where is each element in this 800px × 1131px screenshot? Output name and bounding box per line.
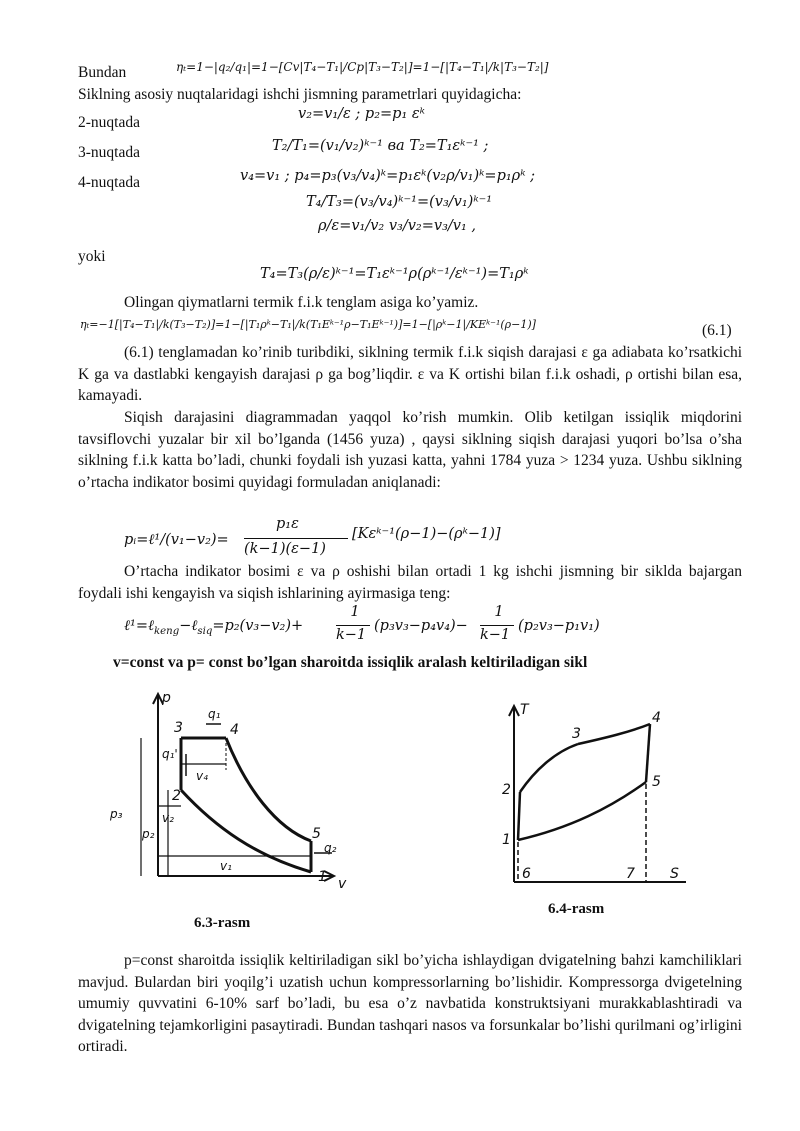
work-siq: siq [197, 625, 213, 637]
paragraph-p-const-drawbacks: p=const sharoitda issiqlik keltiriladigan sikl bo’yicha ishlaydigan dvigatelning bahzi kamchiliklari mavjud. Bulardan biri yoqilg’i uzatish uchun kompressorlarning bo’lishidir. Kompressorga dvigetelning umumiy quvvatini 6-10% sarf bo’ladi, bu esa o’z navbatida konstruktsiyani murakkablashtiradi va dvigatelning tejamkorligini pasaytiradi. Bundan tashqari nasos va forsunkalar bo’lishi qurilmani og’irligini ortiradi. [78, 952, 742, 1055]
work-frac1-bar [336, 625, 370, 626]
work-keng: keng [154, 625, 180, 637]
process-3-4 [578, 724, 650, 744]
work-frac2-den: k−1 [480, 627, 511, 643]
work-frac2-num: 1 [494, 604, 504, 620]
p2-label: p₂ [142, 827, 155, 841]
v1-label: v₁ [220, 859, 232, 873]
figure-6-4-caption: 6.4-rasm [548, 901, 605, 917]
figure-6-3-caption: 6.3-rasm [194, 915, 251, 931]
section-heading: v=const va p= const bo’lgan sharoitda issiqlik aralash keltiriladigan sikl [113, 654, 588, 671]
point4-label: 4-nuqtada [78, 174, 140, 191]
t4-formula: T₄=T₃(ρ/ε)ᵏ⁻¹=T₁εᵏ⁻¹ρ(ρᵏ⁻¹/εᵏ⁻¹)=T₁ρᵏ [260, 266, 529, 282]
work-frac2-bar [480, 625, 514, 626]
pi-numerator: p₁ε [276, 516, 299, 532]
q2-label: q₂ [324, 841, 337, 855]
parameters-intro: Siklning asosiy nuqtalaridagi ishchi jismning parametrlari quyidagicha: [78, 86, 522, 103]
p-axis-label: p [162, 690, 171, 706]
work-frac1-num: 1 [350, 604, 360, 620]
q1-prime-label: q₁' [162, 747, 178, 761]
point-3: 3 [174, 720, 183, 736]
point-3: 3 [572, 726, 581, 742]
work-mid: −ℓ [179, 618, 198, 634]
equation-6-1-number: (6.1) [702, 322, 732, 339]
point-7: 7 [626, 866, 635, 882]
v2-label: v₂ [162, 811, 174, 825]
point2-label: 2-nuqtada [78, 114, 140, 131]
equation-6-1: ηₜ=−1[|T₄−T₁|/k(T₃−T₂)]=1−[|T₁ρᵏ−T₁|/k(T₁Eᵏ⁻¹ρ−T₁Eᵏ⁻¹)]=1−[|ρᵏ−1|/KEᵏ⁻¹(ρ−1)] [80, 318, 536, 331]
point-5: 5 [312, 826, 321, 842]
work-c: (p₂v₃−p₁v₁) [518, 618, 600, 634]
pi-rhs: [Kεᵏ⁻¹(ρ−1)−(ρᵏ−1)] [352, 526, 501, 542]
paragraph-efficiency-dependence: (6.1) tenglamadan ko’rinib turibdiki, siklning termik f.i.k siqish darajasi ε ga adiabata ko’rsatkichi K ga va dastlabki kengayish darajasi ρ ga bog’liqdir. ε va K ortishi bilan f.i.k oshadi, ρ ortishi bilan esa, kamayadi. [78, 344, 742, 404]
point-2: 2 [172, 788, 181, 804]
point4-temperature-formula: T₄/T₃=(v₃/v₄)ᵏ⁻¹=(v₃/v₁)ᵏ⁻¹ [306, 194, 493, 210]
point-1: 1 [318, 869, 327, 885]
figure-6-4-ts-diagram [490, 700, 690, 890]
work-lhs [124, 618, 303, 637]
rho-epsilon-formula: ρ/ε=v₁/v₂ v₃/v₂=v₃/v₁ , [318, 218, 476, 234]
bundan-label: Bundan [78, 64, 127, 81]
pi-denominator: (k−1)(ε−1) [244, 541, 326, 557]
work-a: =p₂(v₃−v₂)+ [212, 618, 304, 634]
work-b: (p₃v₃−p₄v₄)− [374, 618, 468, 634]
paragraph-compression-ratio: Siqish darajasini diagrammadan yaqqol ko’rish mumkin. Olib ketilgan issiqlik miqdorini tavsiflovchi yuzalar bir xil bo’lganda (1456 yuza) , qaysi siklning siqish darajasi yuqori bo’lsa o’sha siklning f.i.k katta bo’ladi, chunki foydali ish yuzasi katta, yahni 1784 yuza > 1234 yuza. Ushbu siklning o’rtacha indikator bosimi quyidagi formuladan aniqlanadi: [78, 409, 742, 491]
p3-label: p₃ [110, 807, 123, 821]
point3-formula: T₂/T₁=(v₁/v₂)ᵏ⁻¹ ва T₂=T₁εᵏ⁻¹ ; [272, 138, 489, 154]
point-6: 6 [522, 866, 531, 882]
process-4-5 [226, 738, 311, 841]
efficiency-formula: ηₜ=1−|q₂/q₁|=1−[Cv|T₄−T₁|/Cp|T₃−T₂|]=1−[|T₄−T₁|/k|T₃−T₂|] [176, 60, 549, 74]
v-axis-label: v [338, 876, 347, 892]
q1-label: q₁ [208, 707, 221, 721]
work-frac1-den: k−1 [336, 627, 367, 643]
yoki-label: yoki [78, 248, 106, 265]
process-1-2 [518, 792, 520, 840]
t-axis-label: T [520, 702, 529, 718]
s-axis-label: S [670, 866, 679, 882]
point2-formula: v₂=v₁/ε ; p₂=p₁ εᵏ [298, 106, 425, 122]
work-lhs-main: ℓ¹=ℓ [124, 618, 155, 634]
point-5: 5 [652, 774, 661, 790]
process-4-5 [646, 724, 650, 782]
v4-label: v₄ [196, 769, 208, 783]
point-4: 4 [652, 710, 661, 726]
point3-label: 3-nuqtada [78, 144, 140, 161]
figure-6-3-pv-diagram [96, 688, 356, 898]
point-1: 1 [502, 832, 511, 848]
point4-formula: v₄=v₁ ; p₄=p₃(v₃/v₄)ᵏ=p₁εᵏ(v₂ρ/v₁)ᵏ=p₁ρᵏ ; [240, 168, 535, 184]
point-4: 4 [230, 722, 239, 738]
pi-fraction-bar [244, 538, 348, 539]
pi-lhs: pᵢ=ℓ¹/(v₁−v₂)= [124, 532, 229, 548]
olingan-line: Olingan qiymatlarni termik f.i.k tenglam asiga ko’yamiz. [124, 294, 479, 311]
point-2: 2 [502, 782, 511, 798]
process-5-1 [518, 782, 646, 840]
process-2-3 [520, 744, 578, 792]
paragraph-mean-pressure: O’rtacha indikator bosimi ε va ρ oshishi bilan ortadi 1 kg ishchi jismning bir siklda bajargan foydali ishi kengayish va siqish ishlarining ayirmasiga teng: [78, 563, 742, 602]
